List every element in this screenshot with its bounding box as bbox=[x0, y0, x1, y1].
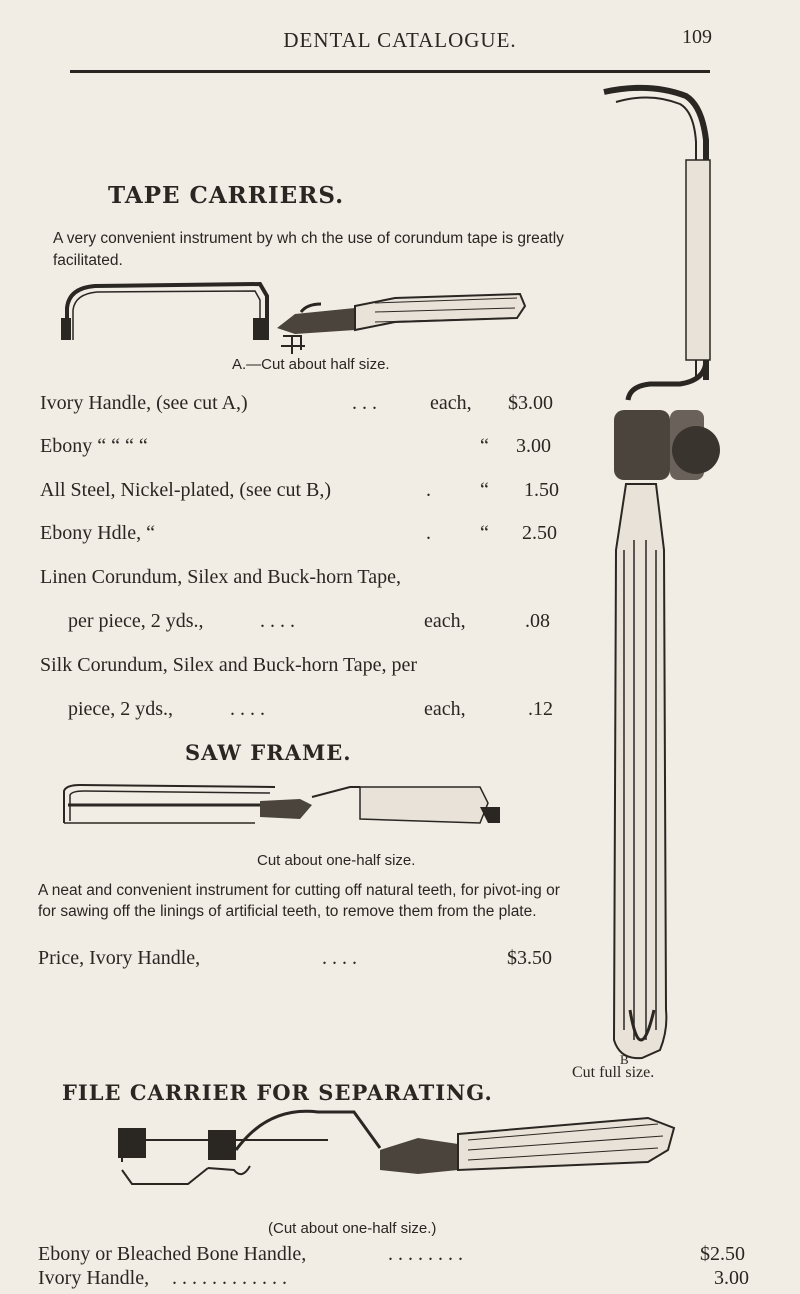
item-price: .08 bbox=[525, 610, 550, 632]
figure-b-label: B bbox=[620, 1052, 629, 1067]
file-item-price: $2.50 bbox=[700, 1243, 745, 1265]
figure-a-caption: A.—Cut about half size. bbox=[232, 356, 390, 373]
price-line-ivory bbox=[40, 391, 248, 415]
saw-frame-description: A neat and convenient instrument for cutting off natural teeth, for pivot-ing or for sawing off the linings of artificial teeth, to remove them from the plate. bbox=[38, 882, 560, 920]
file-item-price: 3.00 bbox=[714, 1267, 749, 1289]
item-text: per piece, 2 yds., bbox=[68, 610, 204, 632]
item-text: All Steel, Nickel-plated, (see cut B,) bbox=[40, 479, 332, 501]
item-unit: each, bbox=[424, 698, 466, 720]
item-dots: . . . . . . . . . . . . bbox=[172, 1267, 287, 1289]
item-price: $3.00 bbox=[508, 392, 553, 414]
item-text: Ebony Hdle, “ bbox=[40, 522, 155, 544]
file-carrier-title: FILE CARRIER FOR SEPARATING. bbox=[62, 1080, 493, 1105]
saw-price: $3.50 bbox=[507, 947, 552, 969]
item-price: 1.50 bbox=[524, 479, 559, 501]
item-dots: . . . . . . . . bbox=[388, 1243, 463, 1265]
item-dots: . . . . bbox=[260, 610, 295, 632]
item-dots: . bbox=[426, 479, 431, 501]
item-unit: each, bbox=[424, 610, 466, 632]
item-dots: . . . . bbox=[230, 698, 265, 720]
file-carrier-illustration bbox=[118, 1110, 678, 1200]
file-carrier-caption: (Cut about one-half size.) bbox=[268, 1220, 437, 1237]
file-item-text: Ebony or Bleached Bone Handle, bbox=[38, 1243, 307, 1265]
saw-price-label: Price, Ivory Handle, bbox=[38, 947, 201, 969]
item-price: 3.00 bbox=[516, 435, 551, 457]
item-unit: “ bbox=[480, 435, 489, 457]
page-number: 109 bbox=[682, 26, 712, 48]
header-rule bbox=[70, 70, 710, 73]
item-unit: “ bbox=[480, 479, 489, 501]
item-unit: each, bbox=[430, 392, 472, 414]
tape-line-linen: Linen Corundum, Silex and Buck-horn Tape, bbox=[40, 566, 401, 588]
item-dots: . . . bbox=[352, 392, 377, 414]
item-text: piece, 2 yds., bbox=[68, 698, 173, 720]
saw-frame-caption: Cut about one-half size. bbox=[257, 852, 416, 869]
item-unit: “ bbox=[480, 522, 489, 544]
tape-carriers-title: TAPE CARRIERS. bbox=[108, 182, 345, 209]
item-dots: . . . . bbox=[322, 947, 357, 969]
item-text: Ivory Handle, (see cut A,) bbox=[40, 392, 248, 414]
tape-carrier-b-illustration bbox=[590, 80, 720, 1060]
tape-carrier-illustration bbox=[55, 278, 525, 358]
saw-frame-title: SAW FRAME. bbox=[185, 740, 352, 765]
item-price: .12 bbox=[528, 698, 553, 720]
item-dots: . bbox=[426, 522, 431, 544]
figure-b-caption: Cut full size. bbox=[572, 1064, 655, 1081]
file-item-text: Ivory Handle, bbox=[38, 1267, 150, 1289]
item-price: 2.50 bbox=[522, 522, 557, 544]
tape-line-silk: Silk Corundum, Silex and Buck-horn Tape, per bbox=[40, 654, 418, 676]
running-head: DENTAL CATALOGUE. bbox=[283, 28, 517, 52]
tape-carriers-description: A very convenient instrument by wh ch the use of corundum tape is greatly facilitated. bbox=[53, 230, 564, 269]
saw-frame-illustration bbox=[60, 783, 520, 829]
item-text: Ebony “ “ “ “ bbox=[40, 435, 148, 457]
